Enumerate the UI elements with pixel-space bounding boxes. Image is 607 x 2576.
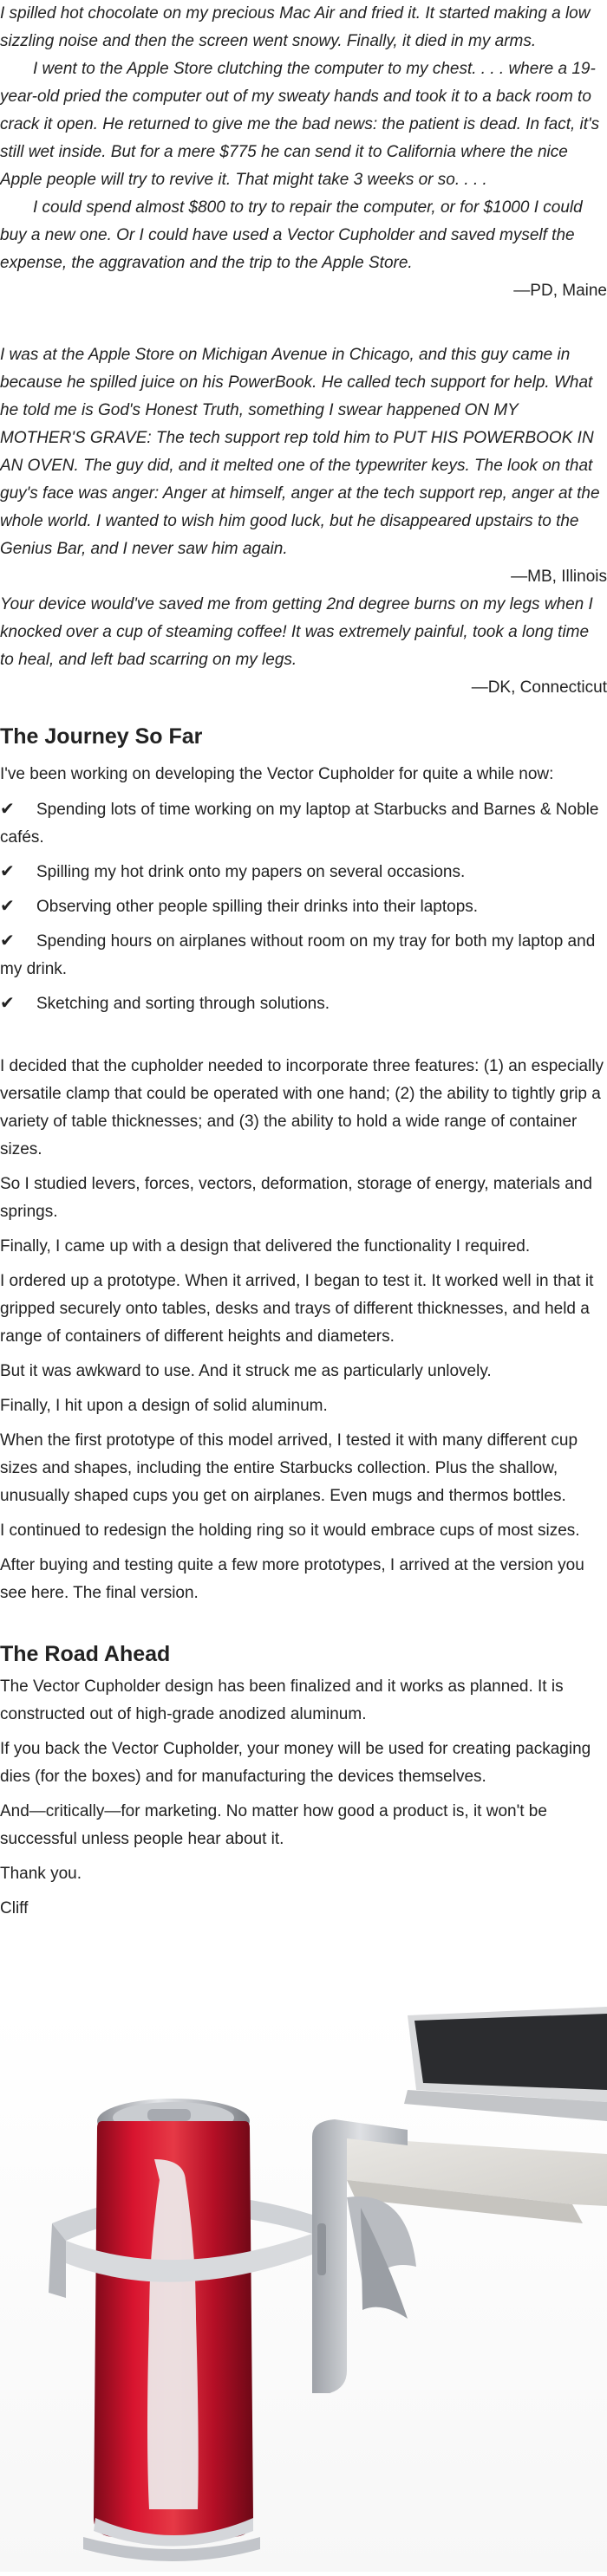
list-item-text: Spending lots of time working on my laptop at Starbucks and Barnes & Noble cafés. — [0, 801, 599, 847]
journey-paragraph: Finally, I hit upon a design of solid aluminum. — [0, 1397, 328, 1415]
journey-intro: I've been working on developing the Vector Cupholder for quite a while now: — [0, 765, 554, 783]
journey-paragraph: So I studied levers, forces, vectors, deformation, storage of energy, materials and springs. — [0, 1175, 592, 1221]
testimonial-paragraph: I spilled hot chocolate on my precious Mac Air and fried it. It started making a low sizzling noise and then the screen went snowy. Finally, it died in my arms. — [0, 4, 591, 50]
list-item — [0, 990, 607, 1018]
testimonial-3 — [0, 591, 607, 702]
road-ahead-section — [0, 1640, 607, 1923]
journey-paragraph: Finally, I came up with a design that delivered the functionality I required. — [0, 1237, 531, 1256]
journey-paragraph: When the first prototype of this model arrived, I tested it with many different cup sizes and shapes, including the entire Starbucks collection. Plus the shallow, unusually shaped cups you get on airplanes. Even mugs and thermos bottles. — [0, 1431, 578, 1505]
cupholder-illustration — [0, 2007, 607, 2572]
testimonial-signature: —PD, Maine — [513, 282, 607, 300]
journey-paragraph: I ordered up a prototype. When it arrived, I began to test it. It worked well in that it gripped securely onto tables, desks and trays of different thicknesses, and held a range of containers of different heights and diameters. — [0, 1272, 594, 1346]
testimonial-1 — [0, 0, 607, 305]
list-item-text: Spending hours on airplanes without room on my tray for both my laptop and my drink. — [0, 932, 596, 978]
checkmark-icon: ✔ — [0, 800, 15, 819]
testimonial-paragraph: I went to the Apple Store clutching the computer to my chest. . . . where a 19-year-old pried the computer out of my sweaty hands and took it to a back room to crack it open. He returned to give me the bad news: the patient is dead. In fact, it's still wet inside. But for a mere $775 he can send it to California where the nice Apple people will try to revive it. That might take 3 weeks or so. . . . — [0, 60, 600, 189]
journey-section — [0, 723, 607, 1607]
testimonial-paragraph: I was at the Apple Store on Michigan Avenue in Chicago, and this guy came in because he spilled juice on his PowerBook. He called tech support for help. What he told me is God's Honest Truth, something I swear happened ON MY MOTHER'S GRAVE: The tech support rep told him to PUT HIS POWERBOOK IN AN OVEN. The guy did, and it melted one of the typewriter keys. The look on that guy's face was anger: Anger at himself, anger at the tech support rep, anger at the whole world. I wanted to wish him good luck, but he disappeared upstairs to the Genius Bar, and I never saw him again. — [0, 346, 600, 558]
checkmark-icon: ✔ — [0, 862, 15, 881]
laptop — [404, 2007, 607, 2121]
soda-can — [94, 2099, 253, 2547]
product-photo — [0, 2007, 607, 2572]
road-ahead-paragraph: Thank you. — [0, 1865, 82, 1883]
road-ahead-paragraph: The Vector Cupholder design has been finalized and it works as planned. It is constructed out of high-grade anodized aluminum. — [0, 1677, 564, 1723]
list-item — [0, 927, 607, 983]
checkmark-icon: ✔ — [0, 931, 15, 951]
list-item-text: Spilling my hot drink onto my papers on several occasions. — [36, 863, 466, 881]
testimonial-signature: —DK, Connecticut — [471, 678, 607, 697]
journey-paragraph: But it was awkward to use. And it struck me as particularly unlovely. — [0, 1362, 492, 1380]
testimonial-paragraph: Your device would've saved me from getting 2nd degree burns on my legs when I knocked over a cup of steaming coffee! It was extremely painful, took a long time to heal, and left bad scarring on my legs. — [0, 595, 593, 669]
checkmark-icon: ✔ — [0, 994, 15, 1013]
testimonial-paragraph: I could spend almost $800 to try to repair the computer, or for $1000 I could buy a new one. Or I could have used a Vector Cupholder and saved myself the expense, the aggravation and the trip to the Apple Store. — [0, 198, 583, 272]
journey-paragraph: I continued to redesign the holding ring so it would embrace cups of most sizes. — [0, 1522, 580, 1540]
list-item — [0, 892, 607, 921]
list-item-text: Observing other people spilling their drinks into their laptops. — [36, 898, 479, 916]
checkmark-icon: ✔ — [0, 897, 15, 916]
journey-checklist — [0, 795, 607, 1018]
list-item-text: Sketching and sorting through solutions. — [36, 995, 330, 1013]
road-ahead-heading: The Road Ahead — [0, 1642, 171, 1666]
journey-paragraph: I decided that the cupholder needed to incorporate three features: (1) an especially versatile clamp that could be operated with one hand; (2) the ability to tightly grip a variety of table thicknesses; and (3) the ability to hold a wide range of container sizes. — [0, 1057, 604, 1158]
road-ahead-paragraph: And—critically—for marketing. No matter how good a product is, it won't be successful unless people hear about it. — [0, 1802, 547, 1848]
author-signature: Cliff — [0, 1899, 29, 1917]
journey-paragraph: After buying and testing quite a few more prototypes, I arrived at the version you see here. The final version. — [0, 1556, 584, 1602]
testimonial-2 — [0, 341, 607, 591]
list-item — [0, 858, 607, 886]
testimonial-signature: —MB, Illinois — [511, 568, 607, 586]
road-ahead-paragraph: If you back the Vector Cupholder, your money will be used for creating packaging dies (for the boxes) and for manufacturing the devices themselves. — [0, 1740, 591, 1786]
journey-heading: The Journey So Far — [0, 724, 203, 749]
list-item — [0, 795, 607, 852]
